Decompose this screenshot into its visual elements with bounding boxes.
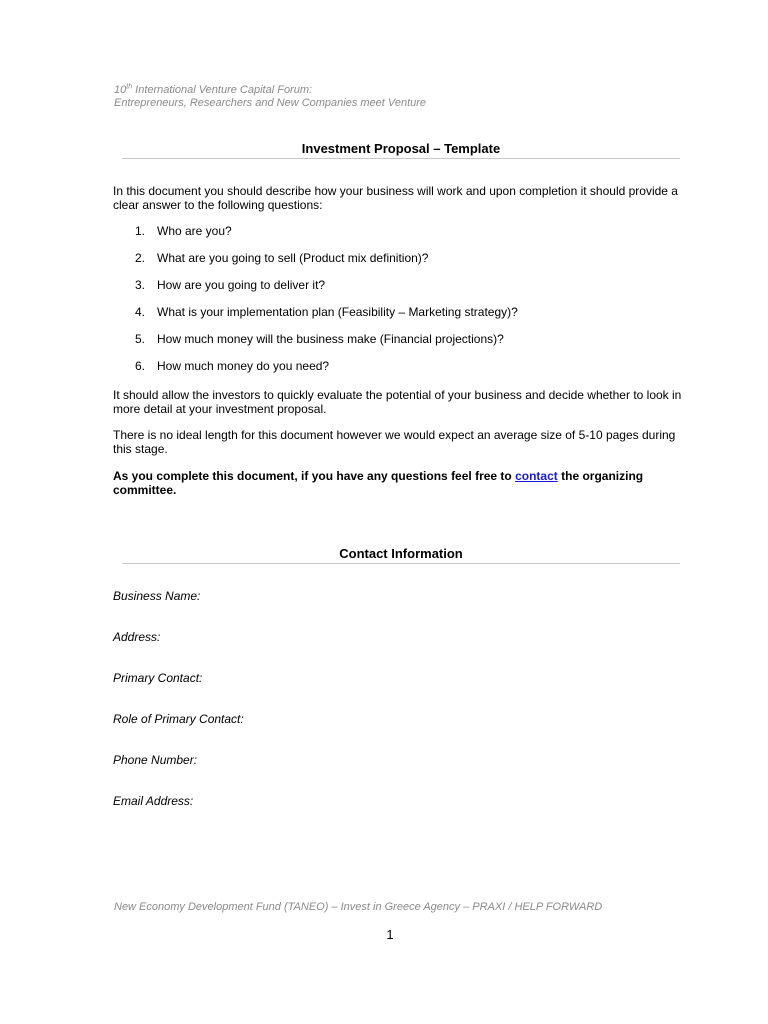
list-item: 4. What is your implementation plan (Feasibility – Marketing strategy)? <box>135 305 518 319</box>
list-item: 3. How are you going to deliver it? <box>135 278 326 292</box>
contact-note-paragraph: As you complete this document, if you have any questions feel free to contact the organizing committee. <box>113 469 644 497</box>
header-line-2: Entrepreneurs, Researchers and New Companies meet Venture <box>114 97 427 109</box>
list-item: 2. What are you going to sell (Product mix definition)? <box>135 251 429 265</box>
email-address-label: Email Address: <box>113 794 194 808</box>
intro-paragraph: In this document you should describe how your business will work and upon completion it should provide a clear answer to the following questions: <box>113 184 678 212</box>
page-number: 1 <box>386 927 394 942</box>
document-title: Investment Proposal – Template <box>122 141 680 159</box>
phone-number-label: Phone Number: <box>113 753 198 767</box>
length-paragraph: There is no ideal length for this document however we would expect an average size of 5-10 pages during this stage. <box>113 428 676 456</box>
business-name-label: Business Name: <box>113 589 201 603</box>
contact-section-title: Contact Information <box>122 546 680 564</box>
list-item: 6. How much money do you need? <box>135 359 330 373</box>
footer-note: New Economy Development Fund (TANEO) – Invest in Greece Agency – PRAXI / HELP FORWARD <box>114 901 603 913</box>
list-item: 1. Who are you? <box>135 224 232 238</box>
list-item: 5. How much money will the business make (Financial projections)? <box>135 332 504 346</box>
question-list <box>135 224 518 386</box>
role-of-primary-contact-label: Role of Primary Contact: <box>113 712 244 726</box>
address-label: Address: <box>113 630 161 644</box>
primary-contact-label: Primary Contact: <box>113 671 203 685</box>
header-line-1: 10th International Venture Capital Forum: <box>114 83 313 96</box>
contact-link[interactable]: contact <box>515 469 558 483</box>
evaluation-paragraph: It should allow the investors to quickly evaluate the potential of your business and decide whether to look in more detail at your investment proposal. <box>113 388 682 416</box>
header-note <box>114 84 426 110</box>
